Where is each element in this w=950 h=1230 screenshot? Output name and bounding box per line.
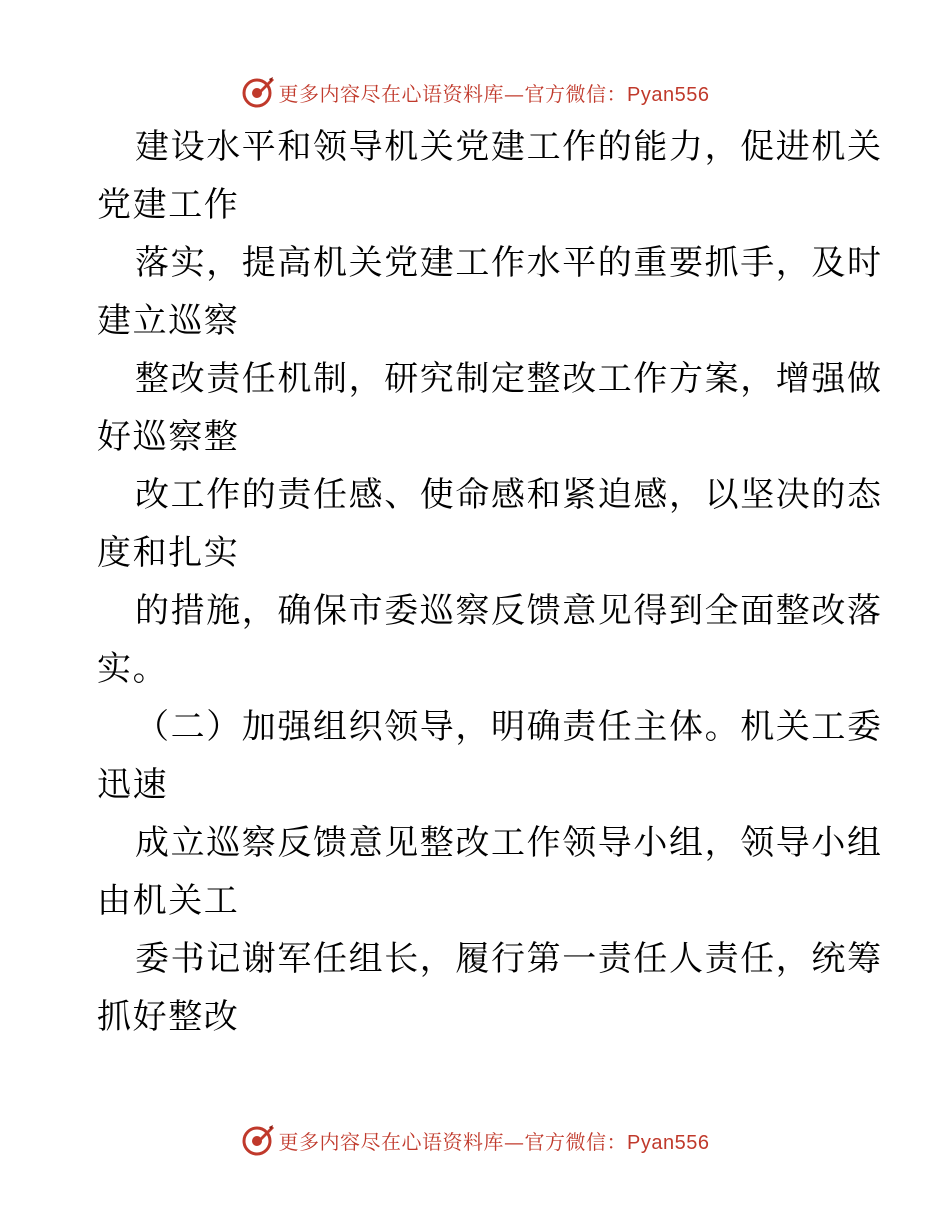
header-promo-text: 更多内容尽在心语资料库—官方微信： <box>278 81 628 106</box>
body-line: 实。 <box>97 649 169 689</box>
body-line: 迅速 <box>97 765 169 805</box>
footer-promo <box>279 1126 710 1155</box>
header-banner-content <box>241 75 710 109</box>
body-line: 好巡察整 <box>97 417 240 457</box>
footer-banner <box>0 1120 950 1160</box>
body-line: 抓好整改 <box>97 997 240 1037</box>
body-line: 委书记谢军任组长，履行第一责任人责任，统筹 <box>135 939 883 979</box>
footer-banner-content <box>241 1123 710 1157</box>
header-promo <box>279 78 710 107</box>
header-wechat-id: Pyan556 <box>627 83 710 106</box>
document-body <box>97 118 883 1046</box>
body-line: 建设水平和领导机关党建工作的能力，促进机关 <box>135 127 883 167</box>
header-banner <box>0 72 950 112</box>
quill-logo-icon <box>241 75 275 109</box>
footer-promo-text: 更多内容尽在心语资料库—官方微信： <box>278 1129 628 1154</box>
body-line: 落实，提高机关党建工作水平的重要抓手，及时 <box>135 243 883 283</box>
body-line: 整改责任机制，研究制定整改工作方案，增强做 <box>135 359 883 399</box>
body-line: 的措施，确保市委巡察反馈意见得到全面整改落 <box>135 591 883 631</box>
body-line: 改工作的责任感、使命感和紧迫感，以坚决的态 <box>135 475 883 515</box>
body-line: 党建工作 <box>97 185 240 225</box>
body-line: 由机关工 <box>97 881 240 921</box>
body-line: 成立巡察反馈意见整改工作领导小组，领导小组 <box>135 823 883 863</box>
body-line: 度和扎实 <box>97 533 240 573</box>
body-line: （二）加强组织领导，明确责任主体。机关工委 <box>135 707 883 747</box>
quill-logo-icon <box>241 1123 275 1157</box>
body-line: 建立巡察 <box>97 301 240 341</box>
footer-wechat-id: Pyan556 <box>627 1131 710 1154</box>
